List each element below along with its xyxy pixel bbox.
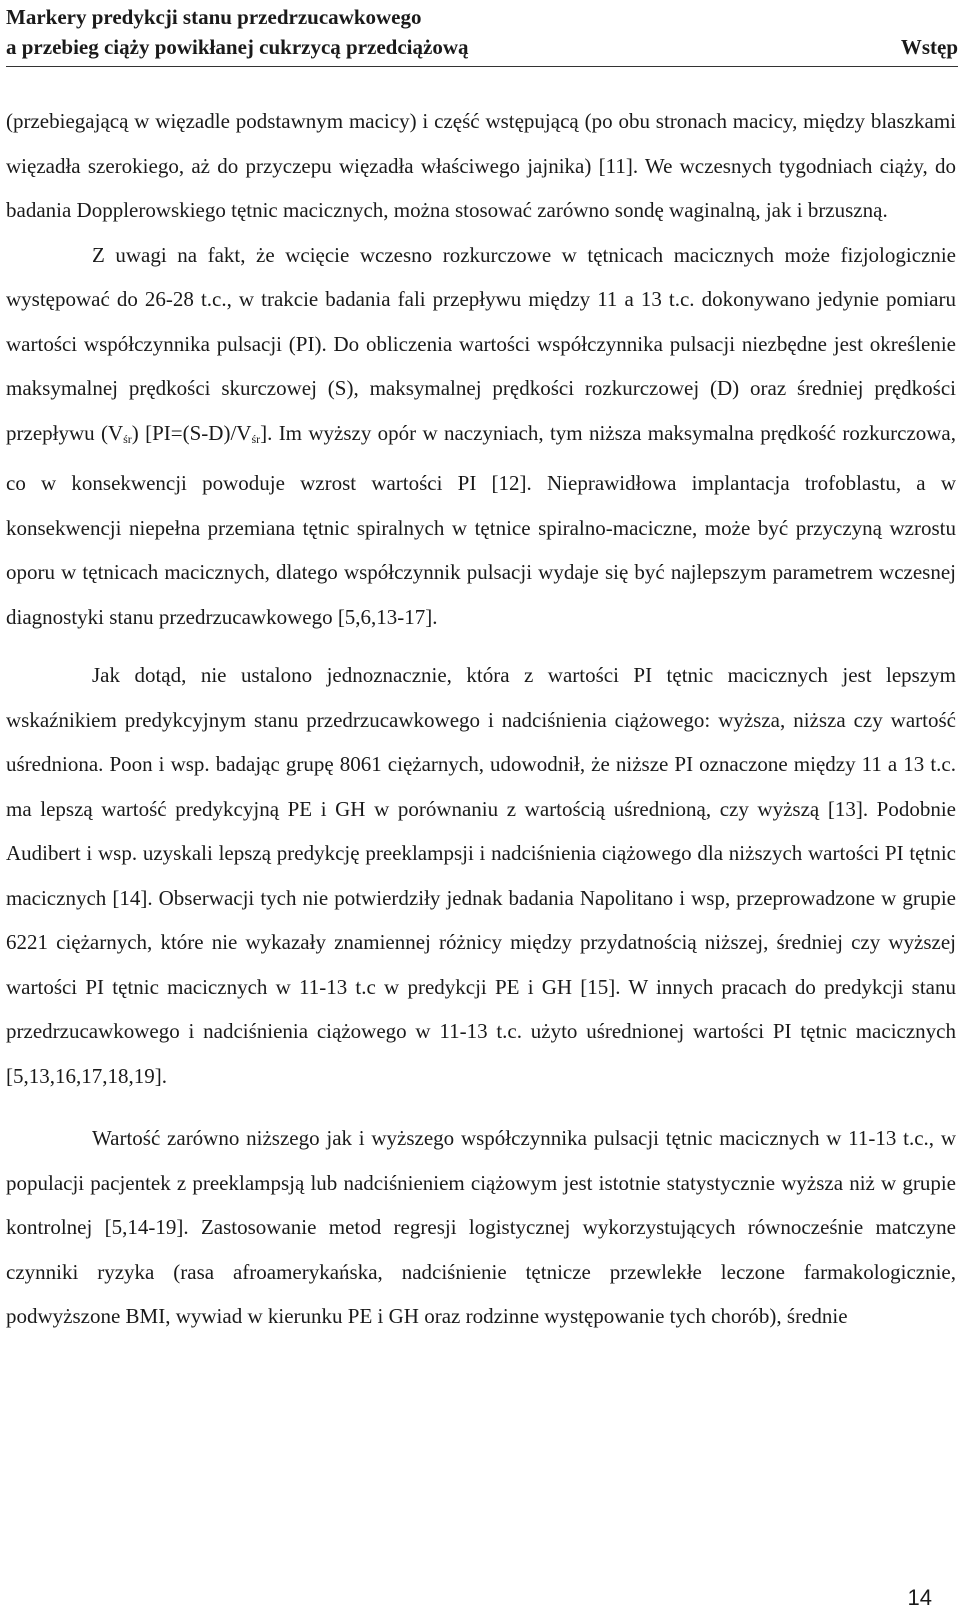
running-header (6, 0, 958, 67)
main-text (6, 99, 956, 1339)
page-number: 14 (907, 1585, 932, 1610)
paragraph-1: (przebiegającą w więzadle podstawnym macicy) i część wstępującą (po obu stronach macicy, między blaszkami więzadła szerokiego, aż do przyczepu więzadła właściwego jajnika) [11]. We wczesnych tygodniach ciąży, do badania Dopplerowskiego tętnic macicznych, można stosować zarówno sondę waginalną, jak i brzuszną. (6, 109, 956, 222)
subscript-sr-1: śr (123, 431, 132, 446)
subscript-sr-2: śr (251, 431, 261, 446)
paragraph-2-text-a: Z uwagi na fakt, że wcięcie wczesno rozkurczowe w tętnicach macicznych może fizjologicznie występować do 26-28 t.c., w trakcie badania fali przepływu między 11 a 13 t.c. dokonywano jedynie pomiaru wartości współczynnika pulsacji (PI). Do obliczenia wartości współczynnika pulsacji niezbędne jest określenie maksymalnej prędkości skurczowej (S), maksymalnej prędkości rozkurczowej (D) oraz średniej prędkości przepływu (V (6, 242, 956, 445)
header-title-line-1: Markery predykcji stanu przedrzucawkowego (6, 5, 422, 29)
header-section-name: Wstęp (900, 35, 958, 59)
paragraph-4: Wartość zarówno niższego jak i wyższego współczynnika pulsacji tętnic macicznych w 11-13 t.c., w populacji pacjentek z preeklampsją lub nadciśnieniem ciążowym jest istotnie statystycznie wyższa niż w grupie kontrolnej [5,14-19]. Zastosowanie metod regresji logistycznej wykorzystujących równocześnie matczyne czynniki ryzyka (rasa afroamerykańska, nadciśnienie tętnicze przewlekłe leczone farmakologicznie, podwyższone BMI, wywiad w kierunku PE i GH oraz rodzinne występowanie tych chorób), średnie (6, 1126, 956, 1328)
paragraph-3: Jak dotąd, nie ustalono jednoznacznie, która z wartości PI tętnic macicznych jest lepszym wskaźnikiem predykcyjnym stanu przedrzucawkowego i nadciśnienia ciążowego: wyższa, niższa czy wartość uśredniona. Poon i wsp. badając grupę 8061 ciężarnych, udowodnił, że niższe PI oznaczone między 11 a 13 t.c. ma lepszą wartość predykcyjną PE i GH w porównaniu z wartością uśrednioną, czy wyższą [13]. Podobnie Audibert i wsp. uzyskali lepszą predykcję preeklampsji i nadciśnienia ciążowego dla niższych wartości PI tętnic macicznych [14]. Obserwacji tych nie potwierdziły jednak badania Napolitano i wsp, przeprowadzone w grupie 6221 ciężarnych, które nie wykazały znamiennej różnicy między przydatnością niższej, średniej czy wyższej wartości PI tętnic macicznych w 11-13 t.c w predykcji PE i GH [15]. W innych pracach do predykcji stanu przedrzucawkowego i nadciśnienia ciążowego w 11-13 t.c. użyto uśrednionej wartości PI tętnic macicznych [5,13,16,17,18,19]. (6, 663, 956, 1088)
paragraph-2-text-b: ) [PI=(S-D)/V (131, 420, 252, 445)
paragraph-2-text-c: ]. Im wyższy opór w naczyniach, tym niższa maksymalna prędkość rozkurczowa, co w konsekwencji powoduje wzrost wartości PI [12]. Nieprawidłowa implantacja trofoblastu, a w konsekwencji niepełna przemiana tętnic spiralnych w tętnice spiralno-maciczne, może być przyczyną wzrostu oporu w tętnicach macicznych, dlatego współczynnik pulsacji wydaje się być najlepszym parametrem wczesnej diagnostyki stanu przedrzucawkowego [5,6,13-17]. (6, 420, 957, 629)
header-title-line-2: a przebieg ciąży powikłanej cukrzycą przedciążową (6, 35, 469, 59)
paragraph-2 (6, 233, 956, 640)
